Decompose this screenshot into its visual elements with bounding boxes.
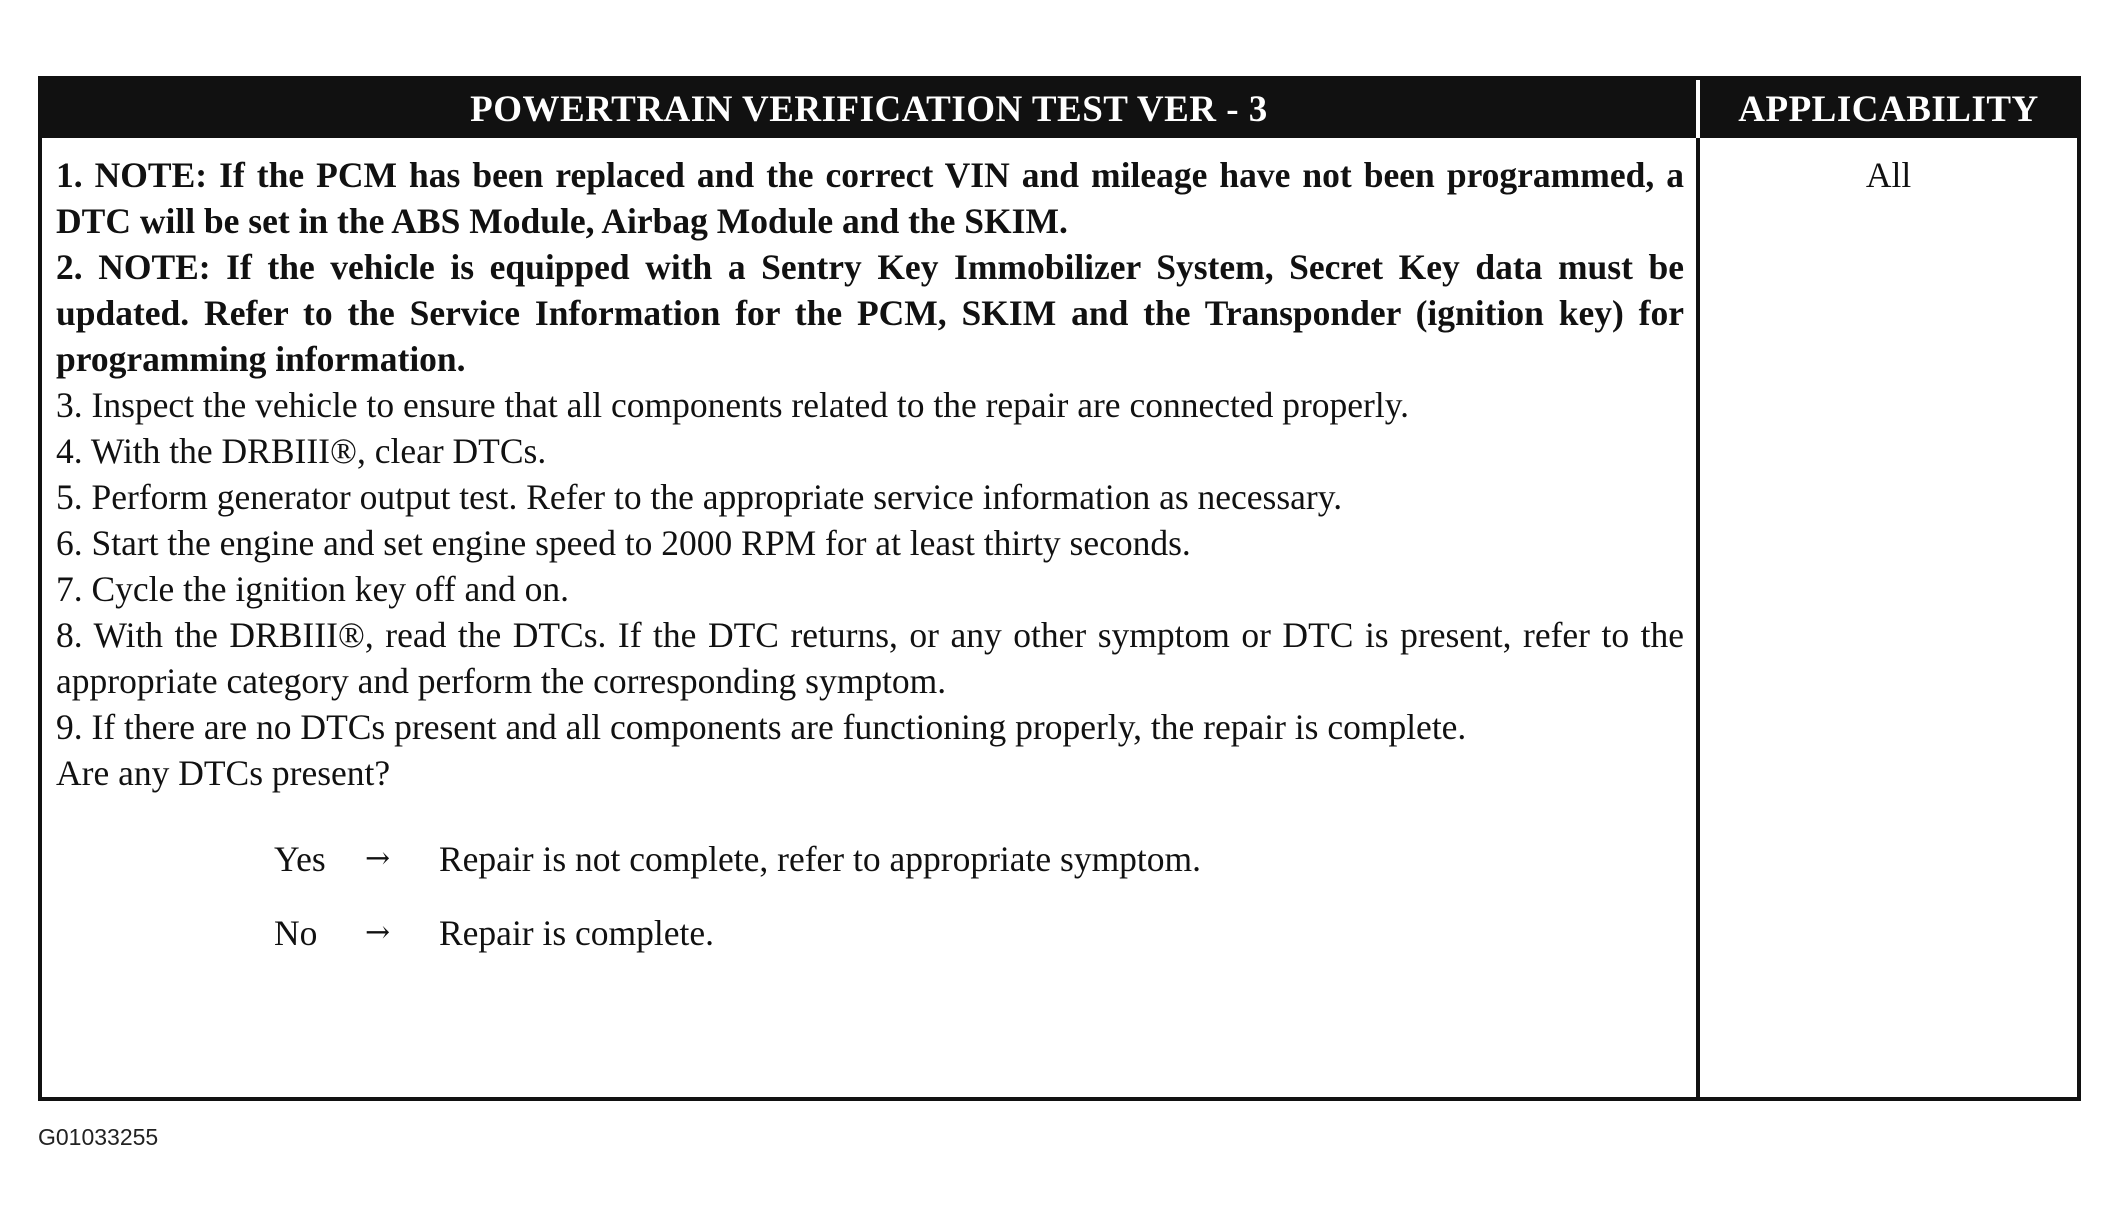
- answer-yes: [56, 822, 1684, 896]
- step-4: 4. With the DRBIII®, clear DTCs.: [56, 431, 547, 471]
- step-6: 6. Start the engine and set engine speed to 2000 RPM for at least thirty seconds.: [56, 523, 1191, 563]
- step-7: 7. Cycle the ignition key off and on.: [56, 569, 570, 609]
- applicability-value: All: [1865, 155, 1912, 195]
- right-arrow-icon: →: [365, 915, 391, 950]
- test-title: POWERTRAIN VERIFICATION TEST VER - 3: [42, 80, 1700, 138]
- answer-text-no: Repair is complete.: [439, 913, 715, 953]
- table-header: [42, 80, 2077, 138]
- answer-label-no: No: [274, 913, 318, 953]
- step-2: 2. NOTE: If the vehicle is equipped with a Sentry Key Immobilizer System, Secret Key data must be updated. Refer to the Service Information for the PCM, SKIM and the Transponder (ignition key) for programming information.: [56, 247, 1684, 379]
- verification-test-table: [38, 76, 2081, 1101]
- table-body: [42, 138, 2077, 1097]
- question: Are any DTCs present?: [56, 753, 391, 793]
- answer-no: [56, 896, 1684, 970]
- answer-text-yes: Repair is not complete, refer to appropriate symptom.: [439, 839, 1202, 879]
- procedure-cell: [42, 138, 1700, 1097]
- step-8: 8. With the DRBIII®, read the DTCs. If the DTC returns, or any other symptom or DTC is present, refer to the appropriate category and perform the corresponding symptom.: [56, 615, 1684, 701]
- answer-list: [56, 822, 1684, 970]
- right-arrow-icon: →: [365, 841, 391, 876]
- applicability-header: APPLICABILITY: [1738, 88, 2039, 130]
- step-1: 1. NOTE: If the PCM has been replaced and the correct VIN and mileage have not been programmed, a DTC will be set in the ABS Module, Airbag Module and the SKIM.: [56, 155, 1684, 241]
- step-3: 3. Inspect the vehicle to ensure that all components related to the repair are connected properly.: [56, 385, 1410, 425]
- figure-id: G01033255: [38, 1124, 159, 1150]
- answer-label-yes: Yes: [274, 839, 326, 879]
- step-5: 5. Perform generator output test. Refer to the appropriate service information as necessary.: [56, 477, 1343, 517]
- applicability-cell: [1700, 138, 2077, 1097]
- step-9: 9. If there are no DTCs present and all components are functioning properly, the repair is complete.: [56, 707, 1467, 747]
